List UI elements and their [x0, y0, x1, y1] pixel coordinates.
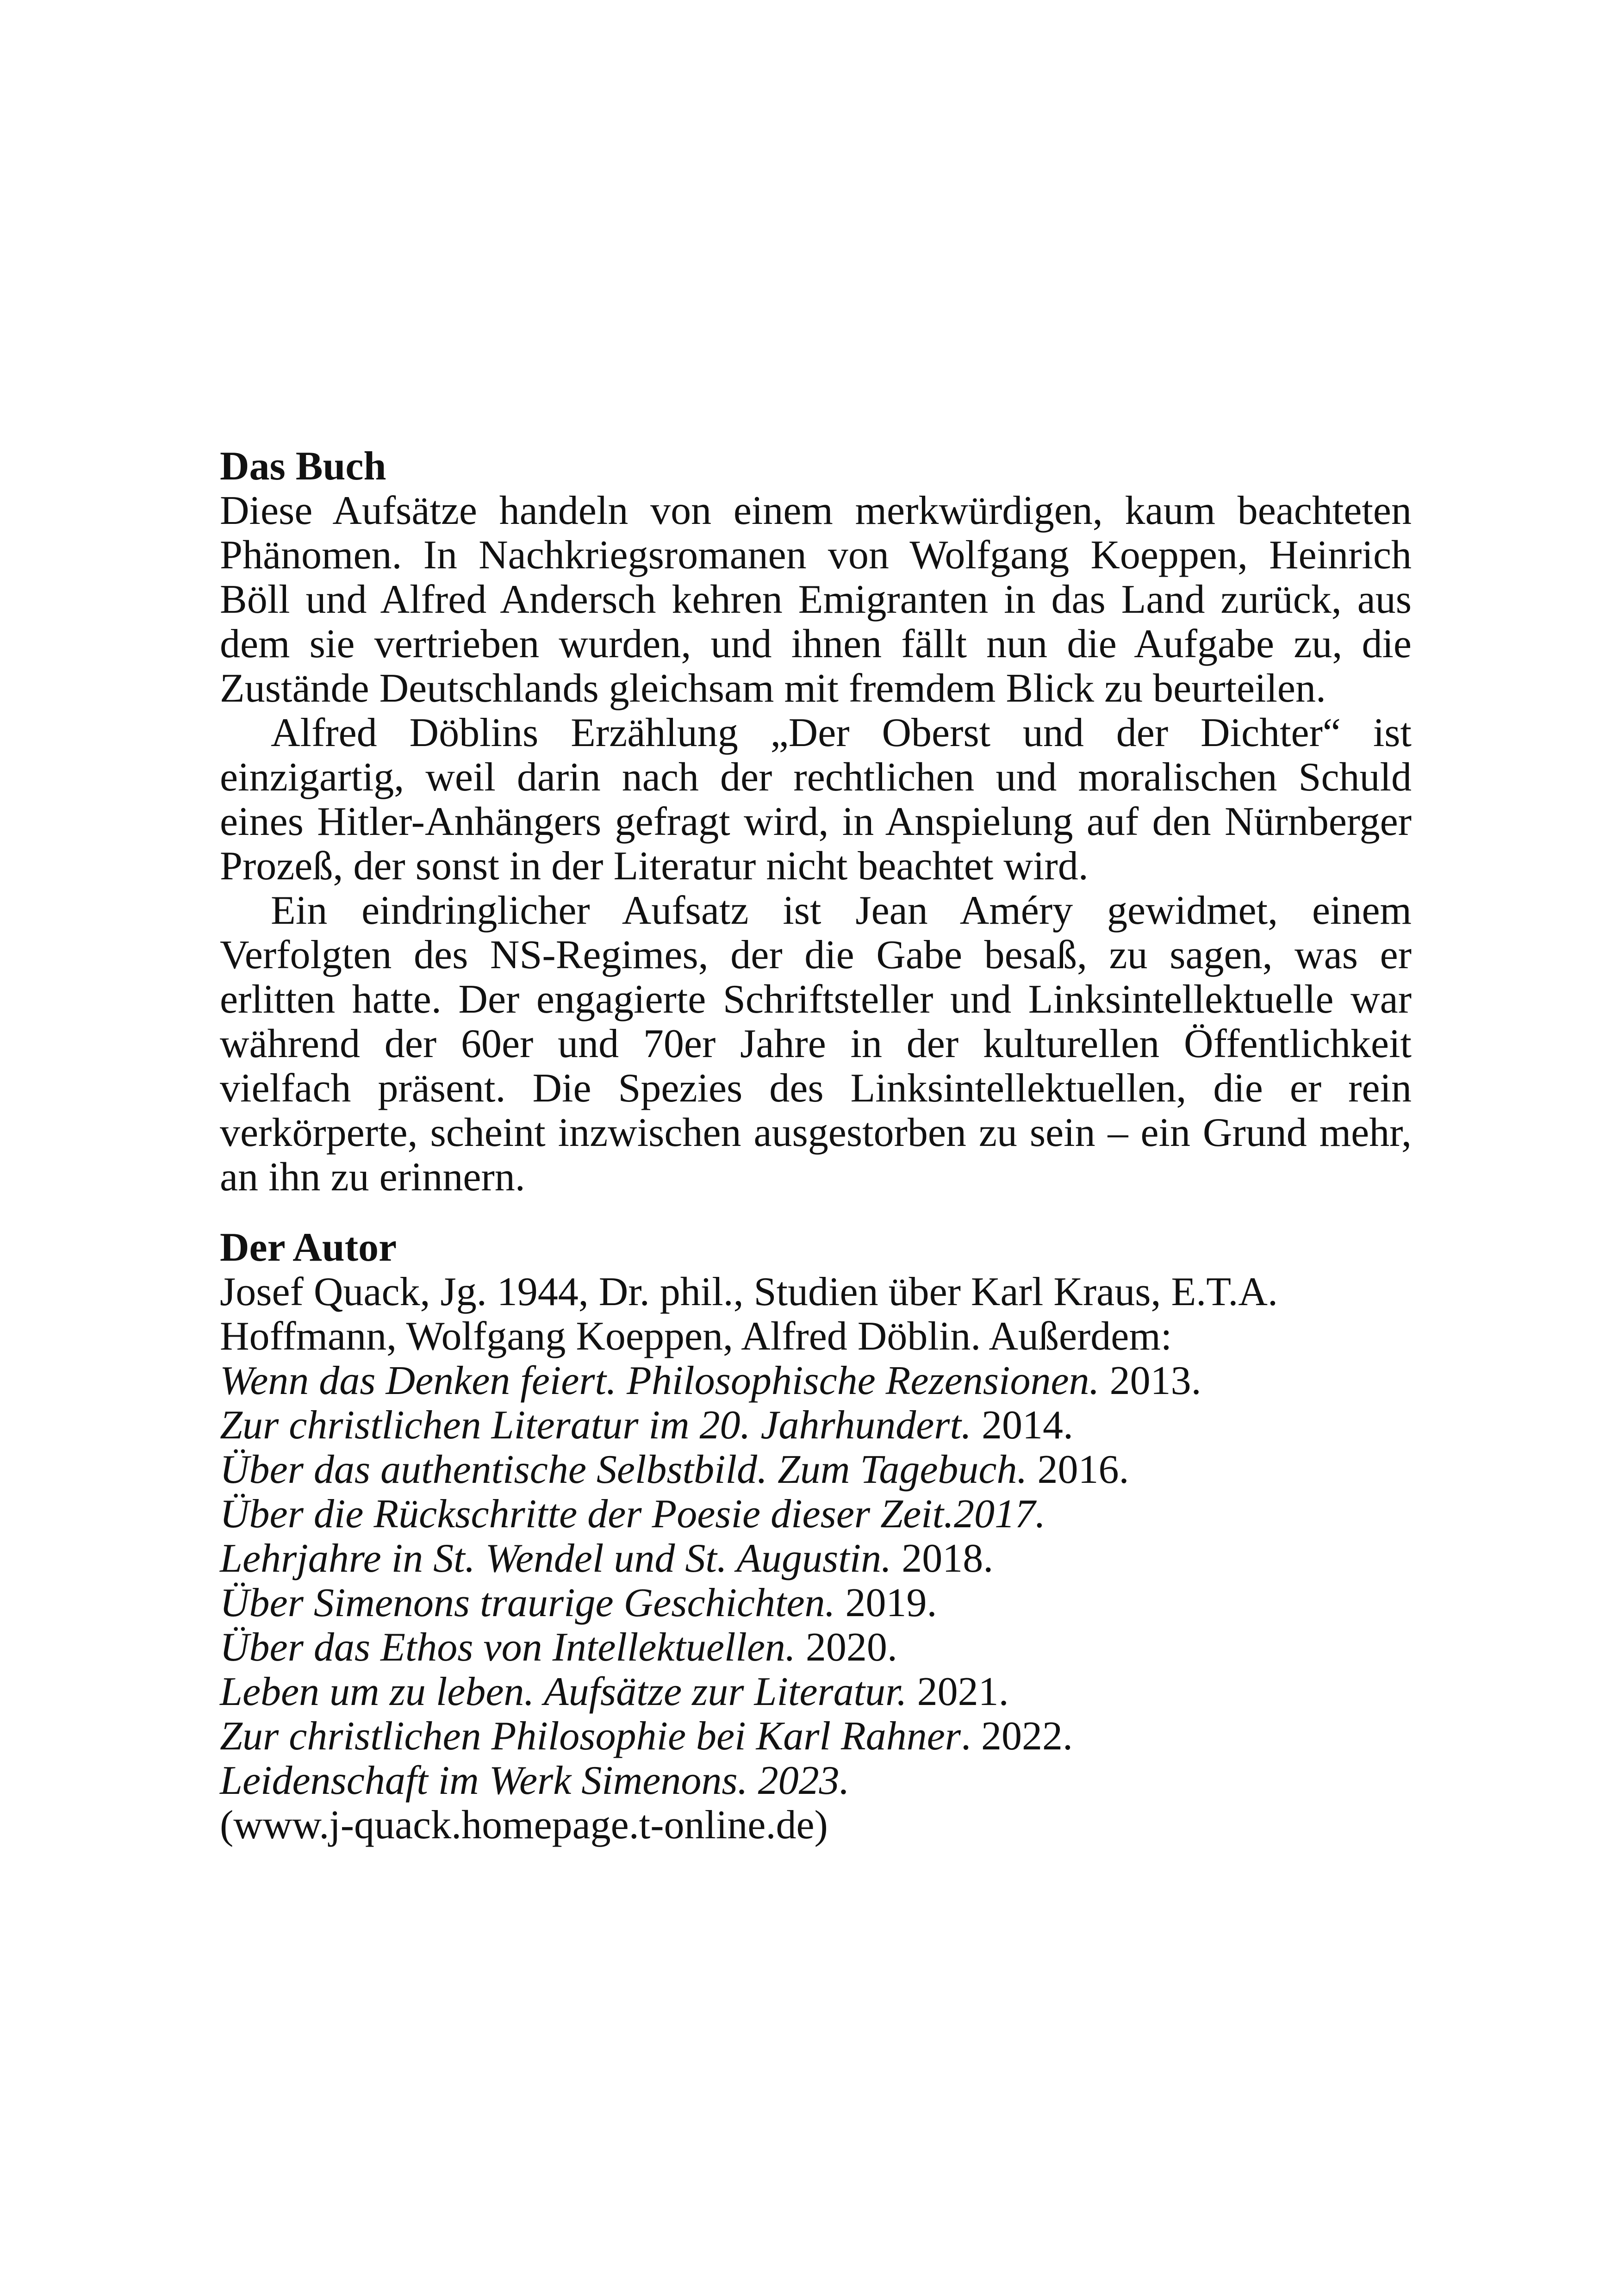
work-entry — [220, 1581, 1412, 1625]
work-title: Lehrjahre in St. Wendel und St. Augustin. — [220, 1536, 892, 1581]
work-year: 2014. — [971, 1403, 1073, 1448]
work-entry — [220, 1625, 1412, 1670]
works-list — [220, 1359, 1412, 1803]
author-heading: Der Autor — [220, 1225, 397, 1270]
work-title: Über Simenons traurige Geschichten. — [220, 1580, 835, 1625]
work-year: 2019. — [835, 1580, 937, 1625]
work-entry — [220, 1403, 1412, 1448]
work-year: 2017. — [954, 1492, 1046, 1537]
book-heading: Das Buch — [220, 444, 386, 489]
text-block — [220, 444, 1412, 1848]
work-entry — [220, 1759, 1412, 1803]
work-year: . 2022. — [961, 1714, 1073, 1759]
book-section — [220, 444, 1412, 1200]
work-title: Wenn das Denken feiert. Philosophische Rezensionen. — [220, 1358, 1100, 1403]
work-entry — [220, 1359, 1412, 1403]
book-paragraph-2: Alfred Döblins Erzählung „Der Oberst und der Dichter“ ist einzigartig, weil darin nach der rechtlichen und moralischen Schuld eines Hitler-Anhängers gefragt wird, in Anspielung auf den Nürnberger Prozeß, der sonst in der Literatur nicht beachtet wird. — [220, 710, 1412, 889]
work-title: Leben um zu leben. Aufsätze zur Literatur. — [220, 1669, 907, 1714]
author-homepage: (www.j-quack.homepage.t-online.de) — [220, 1803, 828, 1848]
book-paragraph-3: Ein eindringlicher Aufsatz ist Jean Améry gewidmet, einem Verfolgten des NS-Regimes, der die Gabe besaß, zu sagen, was er erlitten hatte. Der engagierte Schriftsteller und Linksintellektuelle war während der 60er und 70er Jahre in der kulturellen Öffentlichkeit vielfach präsent. Die Spezies des Linksintellektuellen, die er rein verkörperte, scheint inzwischen ausgestorben zu sein – ein Grund mehr, an ihn zu erinnern. — [220, 888, 1412, 1200]
work-year: 2018. — [891, 1536, 994, 1581]
work-title: Über das Ethos von Intellektuellen. — [220, 1625, 796, 1670]
author-section — [220, 1226, 1412, 1848]
author-bio-line-2: Hoffmann, Wolfgang Koeppen, Alfred Döblin. Außerdem: — [220, 1314, 1172, 1359]
work-title: Über die Rückschritte der Poesie dieser Zeit. — [220, 1492, 954, 1537]
work-title: Über das authentische Selbstbild. Zum Tagebuch. — [220, 1447, 1027, 1492]
author-bio-line-1: Josef Quack, Jg. 1944, Dr. phil., Studien über Karl Kraus, E.T.A. — [220, 1269, 1278, 1314]
work-year: 2020. — [795, 1625, 897, 1670]
work-entry — [220, 1714, 1412, 1759]
work-title: Zur christlichen Philosophie bei Karl Rahner — [220, 1714, 961, 1759]
work-entry — [220, 1670, 1412, 1714]
work-year: 2016. — [1027, 1447, 1129, 1492]
work-entry — [220, 1537, 1412, 1581]
book-paragraph-1: Diese Aufsätze handeln von einem merkwürdigen, kaum beachteten Phänomen. In Nachkriegsromanen von Wolfgang Koeppen, Heinrich Böll und Alfred Andersch kehren Emigranten in das Land zurück, aus dem sie vertrieben wurden, und ihnen fällt nun die Aufgabe zu, die Zustände Deutschlands gleichsam mit fremdem Blick zu beurteilen. — [220, 488, 1412, 711]
work-title: Zur christlichen Literatur im 20. Jahrhundert. — [220, 1403, 971, 1448]
work-title: Leidenschaft im Werk Simenons. 2023. — [220, 1758, 850, 1803]
work-entry — [220, 1448, 1412, 1492]
work-entry — [220, 1492, 1412, 1537]
work-year: 2021. — [907, 1669, 1009, 1714]
work-year: 2013. — [1099, 1358, 1201, 1403]
